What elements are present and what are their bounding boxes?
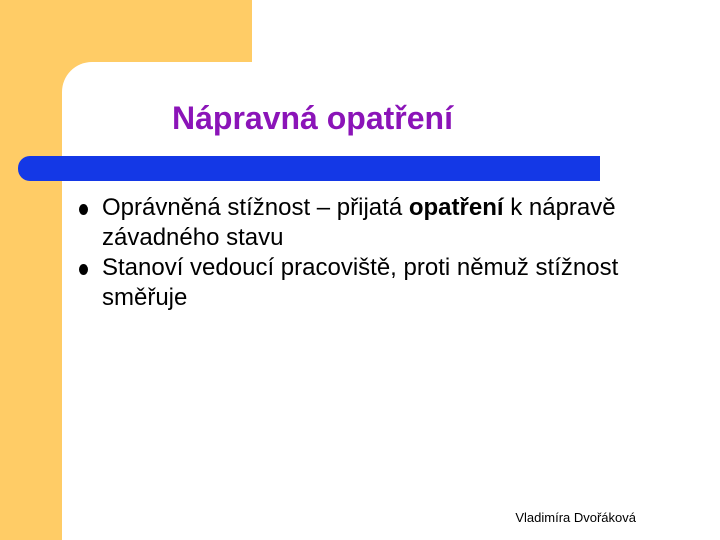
slide-title: Nápravná opatření <box>172 100 453 136</box>
bullet-dot-icon <box>79 204 88 215</box>
bullet-item <box>80 253 640 313</box>
bullet-bold-term: opatření <box>408 194 504 221</box>
bullet-text-after: k nápravě závadného stavu <box>102 194 616 251</box>
footer-author: Vladimíra Dvořáková <box>515 510 636 525</box>
bullet-item <box>80 193 640 253</box>
bullet-text-before: Oprávněná stížnost – přijatá <box>102 194 409 221</box>
bullet-dot-icon <box>79 264 88 275</box>
bullet-list <box>80 193 640 313</box>
title-underline-bar <box>18 156 600 181</box>
bullet-text-before: Stanoví vedoucí pracoviště, proti němuž stížnost směřuje <box>102 254 619 311</box>
